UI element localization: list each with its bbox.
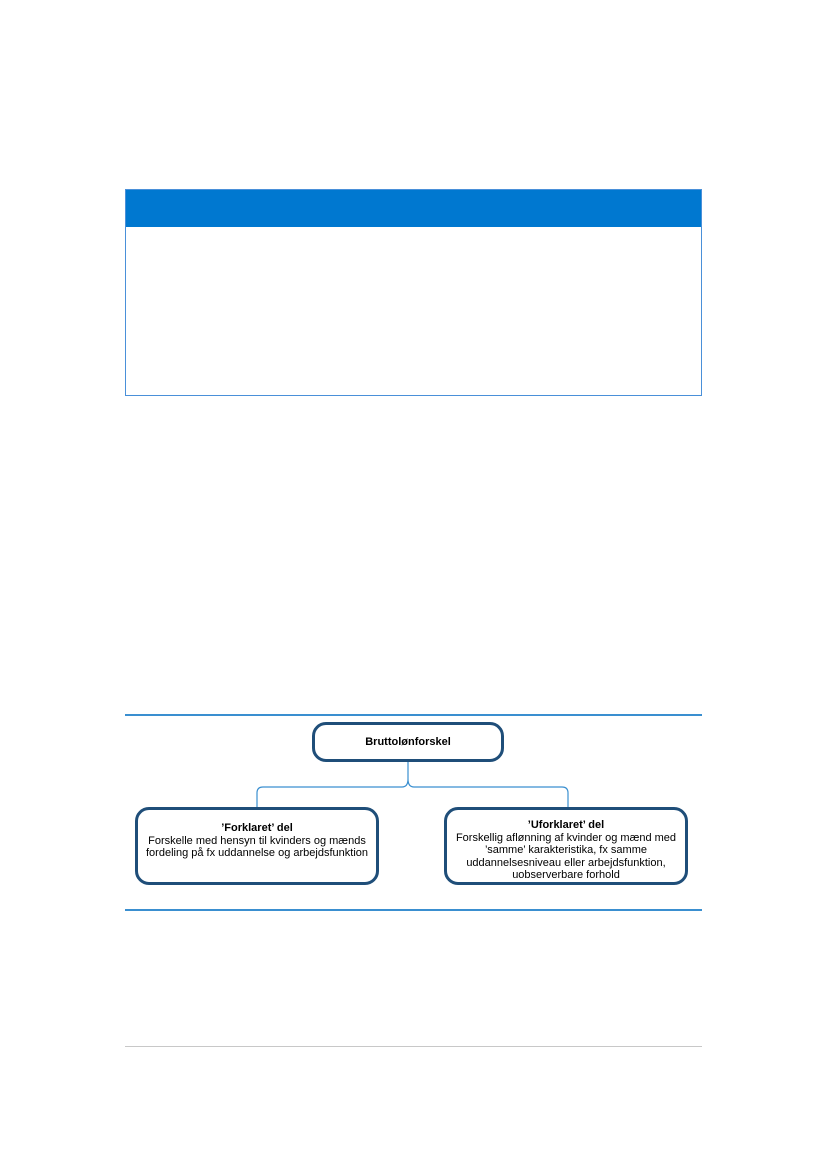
figure-bottom-rule [125,909,702,911]
node-explained-part [135,807,379,885]
node-unexplained-part [444,807,688,885]
footer-rule [125,1046,702,1047]
node-gross-wage-gap [312,722,504,762]
node-gross-wage-gap-label: Bruttolønforskel [365,735,451,748]
node-explained-title: ’Forklaret’ del [221,822,293,834]
node-unexplained-title: ’Uforklaret’ del [527,819,605,831]
node-explained-description: Forskelle med hensyn til kvinders og mænds fordeling på fx uddannelse og arbejdsfunktion [146,834,368,859]
node-unexplained-description: Forskellig aflønning af kvinder og mænd med ’samme’ karakteristika, fx samme uddannelsesniveau eller arbejdsfunktion, uobserverbare forhold [455,831,677,881]
brace-connector [257,762,568,807]
